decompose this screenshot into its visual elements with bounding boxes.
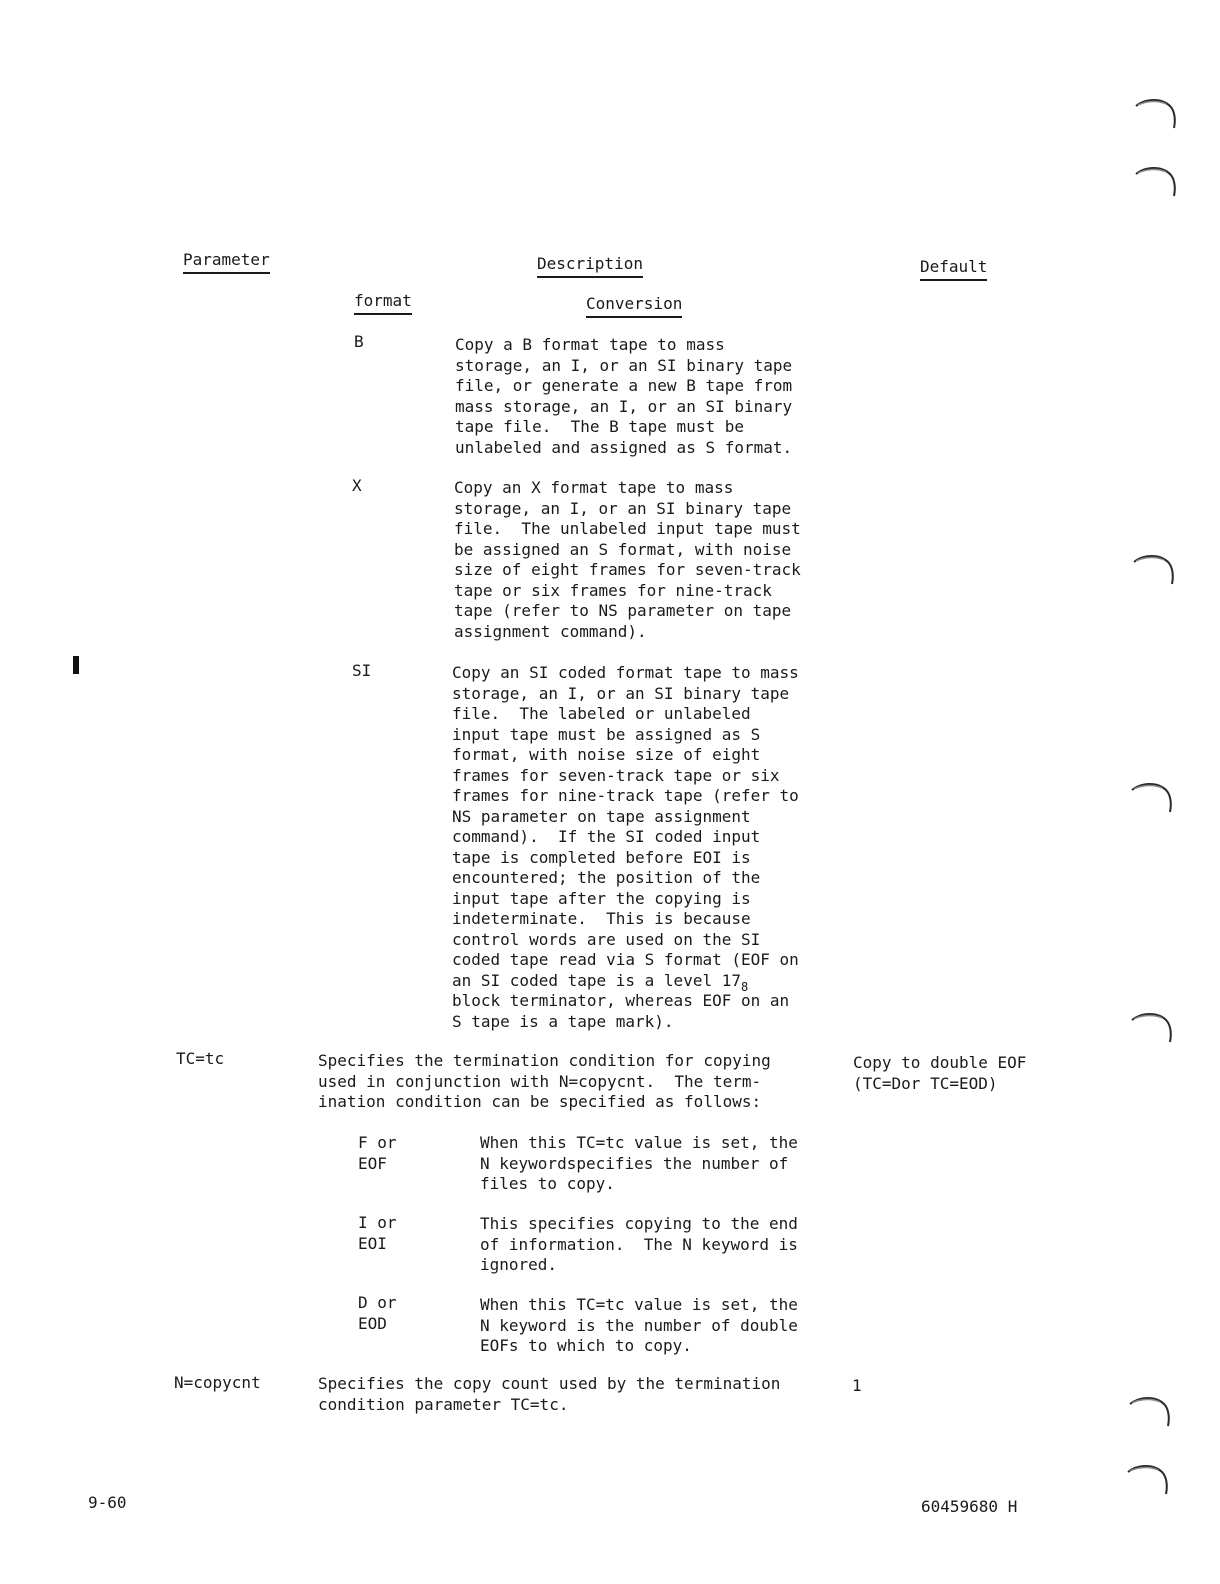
param-n-desc: Specifies the copy count used by the termination condition parameter TC=tc. — [318, 1374, 781, 1414]
binder-hole-mark-icon — [1130, 548, 1180, 598]
header-parameter: Parameter — [183, 250, 270, 274]
format-code-b: B — [354, 332, 364, 351]
tc-option-desc-eod: When this TC=tc value is set, the N keyword is the number of double EOFs to which to copy. — [480, 1295, 798, 1355]
binder-hole-mark-icon — [1126, 1390, 1176, 1440]
header-default: Default — [920, 257, 987, 281]
binder-hole-mark-icon — [1128, 1006, 1178, 1056]
octal-subscript: 8 — [740, 979, 749, 994]
format-desc-x: Copy an X format tape to mass storage, an I, or an SI binary tape file. The unlabeled input tape must be assigned an S format, with noise size of eight frames for seven-track tape or six frames for nine-track tape (refer to NS parameter on tape assignment command). — [454, 478, 801, 641]
subheader-conversion: Conversion — [586, 294, 682, 318]
binder-hole-mark-icon — [1124, 1458, 1174, 1508]
format-desc-si-part-a: Copy an SI coded format tape to mass storage, an I, or an SI binary tape file. The labeled or unlabeled input tape must be assigned as S format, with noise size of eight frames for seven-track tape or six frames for nine-track tape (refer to NS parameter on tape assignment command). If the SI coded input tape is completed before EOI is encountered; the position of the input tape after the copying is indeterminate. This is because control words are used on the SI coded tape read via S format (EOF on an SI coded tape is a level 17 — [452, 663, 799, 990]
format-desc-si-part-b: block terminator, whereas EOF on an S tape is a tape mark). — [452, 991, 790, 1031]
param-n-default: 1 — [852, 1376, 862, 1395]
page-number: 9-60 — [88, 1493, 127, 1512]
change-bar — [73, 656, 79, 674]
header-description: Description — [537, 254, 643, 278]
subheader-format: format — [354, 291, 412, 315]
tc-option-code-eoi: I or EOI — [358, 1213, 397, 1253]
tc-option-code-eof: F or EOF — [358, 1133, 397, 1173]
binder-hole-mark-icon — [1132, 92, 1182, 142]
format-desc-b: Copy a B format tape to mass storage, an I, or an SI binary tape file, or generate a new B tape from mass storage, an I, or an SI binary tape file. The B tape must be unlabeled and assigned as S format. — [455, 335, 793, 457]
param-tc-default: Copy to double EOF (TC=Dor TC=EOD) — [853, 1053, 1027, 1093]
tc-option-desc-eof: When this TC=tc value is set, the N keywordspecifies the number of files to copy. — [480, 1133, 798, 1193]
document-number: 60459680 H — [921, 1497, 1018, 1516]
format-code-si: SI — [352, 661, 372, 680]
format-desc-si — [452, 663, 799, 1032]
format-code-x: X — [352, 476, 362, 495]
tc-option-desc-eoi: This specifies copying to the end of information. The N keyword is ignored. — [480, 1214, 798, 1274]
param-tc-desc: Specifies the termination condition for copying used in conjunction with N=copycnt. The term- ination condition can be specified as follows: — [318, 1051, 771, 1111]
param-tc: TC=tc — [176, 1049, 225, 1068]
tc-option-code-eod: D or EOD — [358, 1293, 397, 1333]
param-n: N=copycnt — [174, 1373, 261, 1392]
binder-hole-mark-icon — [1128, 776, 1178, 826]
binder-hole-mark-icon — [1132, 160, 1182, 210]
